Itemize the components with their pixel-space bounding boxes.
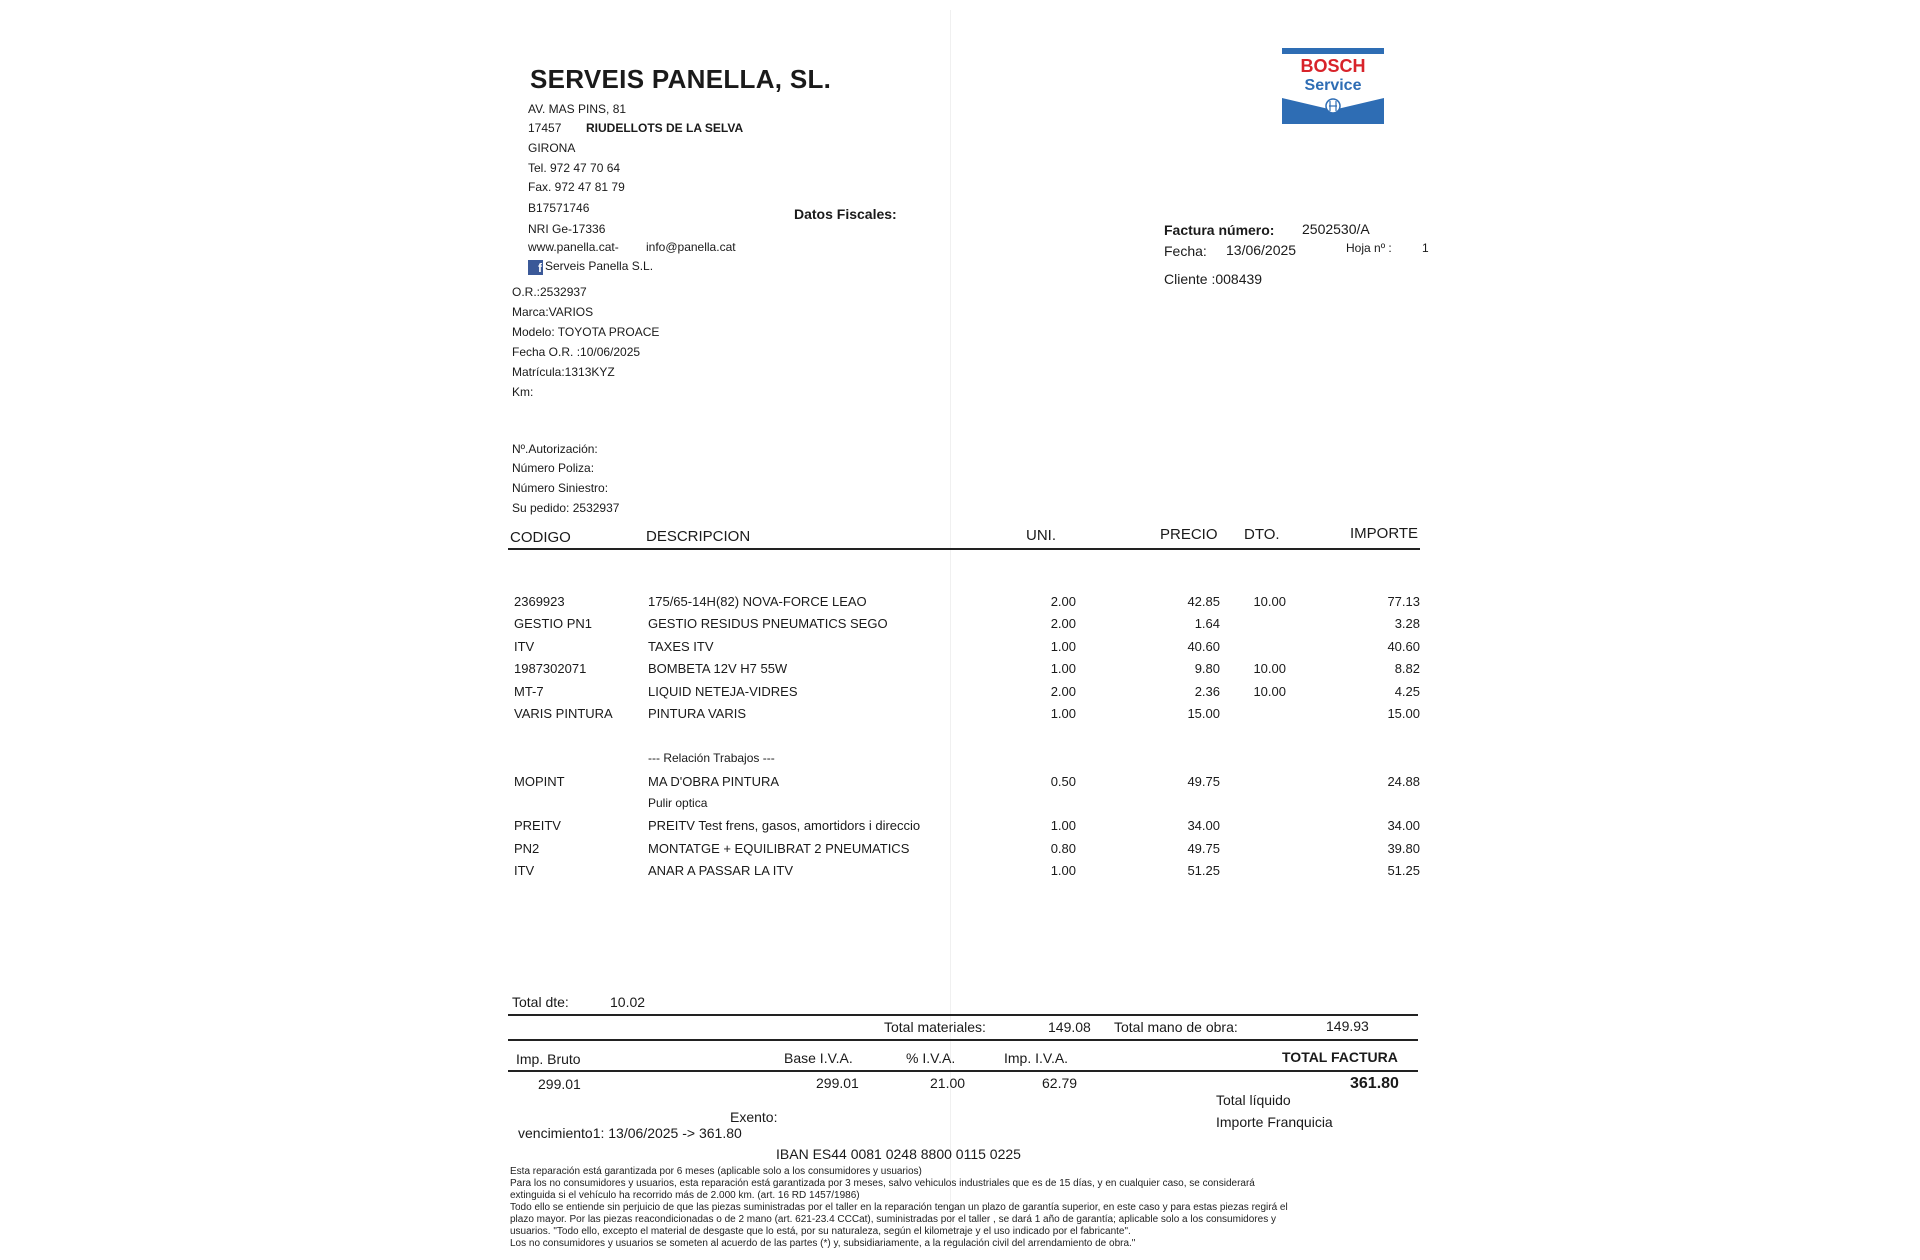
vehicle-km: Km: xyxy=(512,385,534,399)
line-amount: 34.00 xyxy=(1387,818,1420,833)
line-description: TAXES ITV xyxy=(648,639,714,654)
line-units: 2.00 xyxy=(1050,684,1076,699)
table-row xyxy=(470,774,1450,794)
line-description: GESTIO RESIDUS PNEUMATICS SEGO xyxy=(648,616,888,631)
line-units: 1.00 xyxy=(1050,863,1076,878)
gross-amount-label: Imp. Bruto xyxy=(516,1051,581,1067)
table-row xyxy=(470,594,1450,614)
table-row xyxy=(470,684,1450,704)
table-row xyxy=(470,706,1450,726)
svg-text:Service: Service xyxy=(1304,77,1362,94)
line-price: 9.80 xyxy=(1194,661,1220,676)
line-description: Pulir optica xyxy=(648,796,708,810)
line-code: 2369923 xyxy=(514,594,565,609)
line-price: 40.60 xyxy=(1187,639,1220,654)
line-units: 2.00 xyxy=(1050,616,1076,631)
company-web: www.panella.cat- xyxy=(528,240,619,254)
line-amount: 40.60 xyxy=(1387,639,1420,654)
exempt-label: Exento: xyxy=(730,1109,778,1125)
gross-amount-value: 299.01 xyxy=(538,1076,581,1092)
company-city: RIUDELLOTS DE LA SELVA xyxy=(586,121,744,135)
table-row xyxy=(470,863,1450,883)
line-description: MA D'OBRA PINTURA xyxy=(648,774,780,789)
line-description: PREITV Test frens, gasos, amortidors i direccio xyxy=(648,818,921,833)
company-name: SERVEIS PANELLA, SL. xyxy=(530,64,832,94)
col-header-code: CODIGO xyxy=(510,529,571,546)
legal-line: Los no consumidores y usuarios se someten al acuerdo de las partes (*) y, subsidiariamente, a la regulación civil del arrendamiento de obra." xyxy=(510,1238,1136,1249)
bosch-service-logo xyxy=(1282,48,1384,124)
work-order: O.R.:2532937 xyxy=(512,285,587,299)
sheet-number: 1 xyxy=(1422,241,1429,255)
line-units: 0.50 xyxy=(1050,774,1076,789)
invoice-total-label: TOTAL FACTURA xyxy=(1282,1049,1398,1065)
vat-amount-label: Imp. I.V.A. xyxy=(1004,1050,1069,1066)
line-units: 1.00 xyxy=(1050,639,1076,654)
franchise-amount-label: Importe Franquicia xyxy=(1216,1114,1333,1130)
line-code: ITV xyxy=(514,639,535,654)
table-row xyxy=(470,616,1450,636)
line-discount: 10.00 xyxy=(1253,684,1286,699)
line-code: VARIS PINTURA xyxy=(514,706,613,721)
line-discount: 10.00 xyxy=(1253,661,1286,676)
vat-percent-value: 21.00 xyxy=(930,1075,966,1091)
table-row xyxy=(470,818,1450,838)
sheet-label: Hoja nº : xyxy=(1346,241,1392,255)
client-number: Cliente :008439 xyxy=(1164,271,1263,287)
col-header-discount: DTO. xyxy=(1244,526,1280,543)
legal-line: Para los no consumidores y usuarios, esta reparación está garantizada por 3 meses, salvo vehiculos industriales que es de 15 días, y en cualquier caso, se considerará xyxy=(510,1178,1255,1189)
vehicle-plate: Matrícula:1313KYZ xyxy=(512,365,615,379)
company-cif: B17571746 xyxy=(528,201,590,215)
line-units: 1.00 xyxy=(1050,661,1076,676)
totals-bottom-rule xyxy=(508,1070,1418,1072)
net-total-label: Total líquido xyxy=(1216,1092,1291,1108)
line-amount: 51.25 xyxy=(1387,863,1420,878)
line-amount: 15.00 xyxy=(1387,706,1420,721)
line-description: LIQUID NETEJA-VIDRES xyxy=(648,684,798,699)
vehicle-model: Modelo: TOYOTA PROACE xyxy=(512,325,660,339)
line-description: PINTURA VARIS xyxy=(648,706,747,721)
invoice-number-label: Factura número: xyxy=(1164,222,1275,238)
line-code: MOPINT xyxy=(514,774,565,789)
line-price: 1.64 xyxy=(1194,616,1220,631)
line-code: PN2 xyxy=(514,841,540,856)
line-amount: 8.82 xyxy=(1394,661,1420,676)
line-units: 2.00 xyxy=(1050,594,1076,609)
legal-line: extinguida si el vehículo ha recorrido más de 2.000 km. (art. 16 RD 1457/1986) xyxy=(510,1190,860,1201)
facebook-icon: f xyxy=(528,260,543,275)
line-price: 34.00 xyxy=(1187,818,1220,833)
invoice-date: 13/06/2025 xyxy=(1226,242,1297,258)
line-description: --- Relación Trabajos --- xyxy=(648,751,775,765)
company-postal-code: 17457 xyxy=(528,121,562,135)
vat-amount-value: 62.79 xyxy=(1042,1075,1078,1091)
line-description: 175/65-14H(82) NOVA-FORCE LEAO xyxy=(648,594,867,609)
line-price: 49.75 xyxy=(1187,841,1220,856)
claim-number: Número Siniestro: xyxy=(512,481,609,495)
line-units: 1.00 xyxy=(1050,818,1076,833)
vat-base-value: 299.01 xyxy=(816,1075,859,1091)
company-facebook xyxy=(528,259,653,275)
table-row xyxy=(470,751,1450,771)
facebook-label: Serveis Panella S.L. xyxy=(545,259,654,273)
col-header-price: PRECIO xyxy=(1160,526,1218,543)
warranty-legal-text xyxy=(510,1166,1420,1250)
line-amount: 77.13 xyxy=(1387,594,1420,609)
table-row xyxy=(470,639,1450,659)
order-number: Su pedido: 2532937 xyxy=(512,501,620,515)
line-amount: 4.25 xyxy=(1394,684,1420,699)
table-row xyxy=(470,661,1450,681)
company-province: GIRONA xyxy=(528,141,576,155)
line-description: ANAR A PASSAR LA ITV xyxy=(648,863,793,878)
invoice-number: 2502530/A xyxy=(1302,221,1370,237)
total-materials-value: 149.08 xyxy=(1048,1019,1091,1035)
total-discount-value: 10.02 xyxy=(610,994,646,1010)
col-header-units: UNI. xyxy=(1026,527,1056,544)
totals-middle-rule xyxy=(508,1039,1418,1041)
legal-line: Todo ello se entiende sin perjuicio de que las piezas suministradas por el taller en la reparación tengan un plazo de garantía superior, en este caso y para estas piezas regirá el xyxy=(510,1202,1288,1213)
policy-number: Número Poliza: xyxy=(512,461,595,475)
line-units: 1.00 xyxy=(1050,706,1076,721)
table-header-rule xyxy=(508,548,1420,550)
authorization-number: Nº.Autorización: xyxy=(512,442,598,456)
line-price: 42.85 xyxy=(1187,594,1220,609)
invoice-date-label: Fecha: xyxy=(1164,243,1207,259)
legal-line: usuarios. "Todo ello, excepto el material de desgaste que lo está, por su naturaleza, según el kilometraje y el uso indicado por el fabricante". xyxy=(510,1226,1131,1237)
company-address: AV. MAS PINS, 81 xyxy=(528,102,627,116)
table-row xyxy=(470,841,1450,861)
line-code: GESTIO PN1 xyxy=(514,616,593,631)
vat-percent-label: % I.V.A. xyxy=(906,1050,956,1066)
invoice-page xyxy=(470,0,1450,1260)
svg-text:BOSCH: BOSCH xyxy=(1300,56,1366,76)
fiscal-data-label: Datos Fiscales: xyxy=(794,206,897,222)
iban: IBAN ES44 0081 0248 8800 0115 0225 xyxy=(776,1146,1021,1162)
vat-base-label: Base I.V.A. xyxy=(784,1050,853,1066)
line-description: BOMBETA 12V H7 55W xyxy=(648,661,788,676)
line-amount: 39.80 xyxy=(1387,841,1420,856)
line-price: 15.00 xyxy=(1187,706,1220,721)
line-price: 49.75 xyxy=(1187,774,1220,789)
totals-top-rule xyxy=(508,1014,1418,1016)
line-code: 1987302071 xyxy=(514,661,587,676)
total-labour-value: 149.93 xyxy=(1326,1018,1369,1034)
col-header-description: DESCRIPCION xyxy=(646,528,751,545)
total-discount-label: Total dte: xyxy=(512,994,569,1010)
line-code: MT-7 xyxy=(514,684,544,699)
line-code: ITV xyxy=(514,863,535,878)
company-email: info@panella.cat xyxy=(646,240,736,254)
invoice-total-value: 361.80 xyxy=(1350,1075,1399,1092)
due-date: vencimiento1: 13/06/2025 -> 361.80 xyxy=(518,1125,742,1141)
table-row xyxy=(470,796,1450,816)
legal-line: plazo mayor. Por las piezas reacondicionadas o de 2 mano (art. 621-23.4 CCCat), suministradas por el taller , se dará 1 año de garantía; aplicable solo a los consumidores y xyxy=(510,1214,1276,1225)
line-discount: 10.00 xyxy=(1253,594,1286,609)
legal-line: Esta reparación está garantizada por 6 meses (aplicable solo a los consumidores y usuarios) xyxy=(510,1166,922,1177)
col-header-amount: IMPORTE xyxy=(1350,525,1419,542)
company-fax: Fax. 972 47 81 79 xyxy=(528,180,625,194)
line-description: MONTATGE + EQUILIBRAT 2 PNEUMATICS xyxy=(648,841,910,856)
work-order-date: Fecha O.R. :10/06/2025 xyxy=(512,345,641,359)
company-nri: NRI Ge-17336 xyxy=(528,222,606,236)
line-amount: 24.88 xyxy=(1387,774,1420,789)
line-code: PREITV xyxy=(514,818,561,833)
line-units: 0.80 xyxy=(1050,841,1076,856)
line-price: 51.25 xyxy=(1187,863,1220,878)
total-materials-label: Total materiales: xyxy=(884,1019,986,1035)
line-amount: 3.28 xyxy=(1394,616,1420,631)
line-price: 2.36 xyxy=(1194,684,1220,699)
company-tel: Tel. 972 47 70 64 xyxy=(528,161,621,175)
total-labour-label: Total mano de obra: xyxy=(1114,1019,1238,1035)
vehicle-brand: Marca:VARIOS xyxy=(512,305,594,319)
